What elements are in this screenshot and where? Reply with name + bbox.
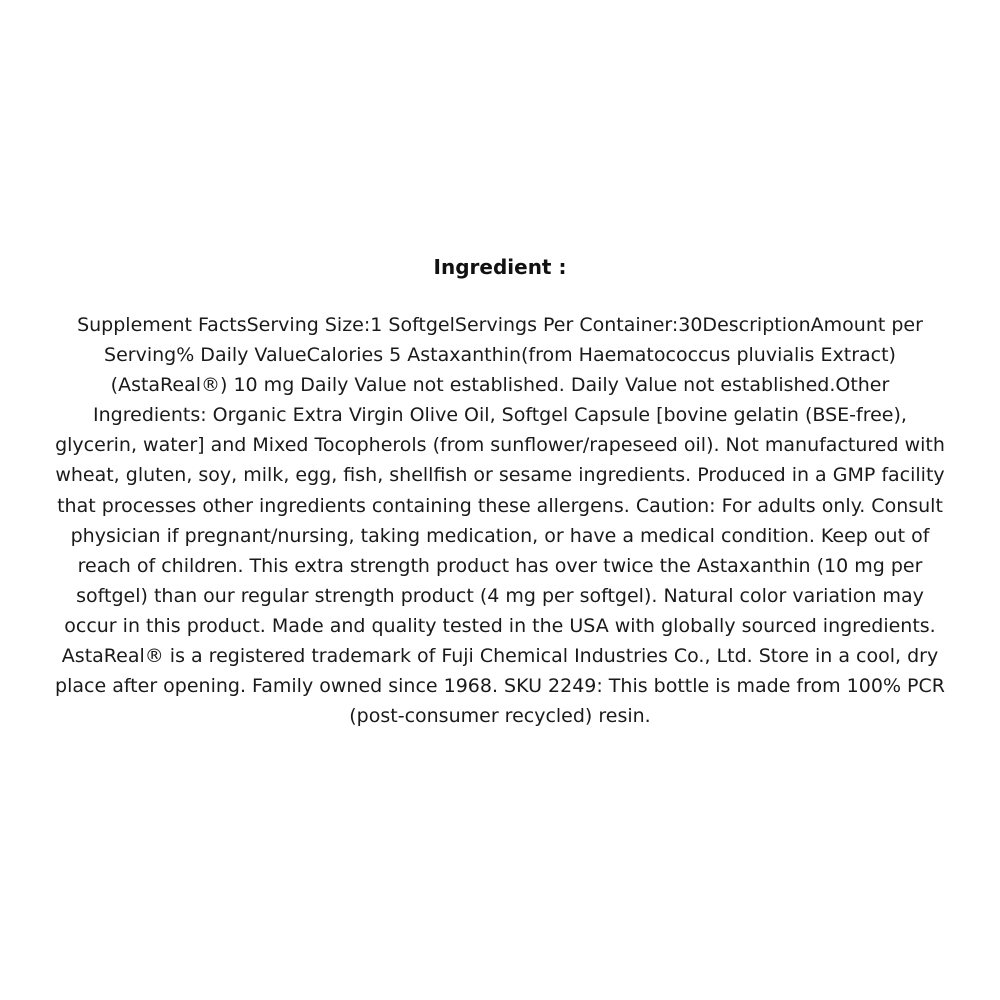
ingredient-heading: Ingredient :: [433, 255, 567, 279]
ingredient-description: Supplement FactsServing Size:1 SoftgelServings Per Container:30DescriptionAmount per Serving% Daily ValueCalories 5 Astaxanthin(from Haematococcus pluvialis Extract) (AstaReal®) 10 mg Daily Value not established. Daily Value not established.Other Ingredients: Organic Extra Virgin Olive Oil, Softgel Capsule [bovine gelatin (BSE-free), glycerin, water] and Mixed Tocopherols (from sunflower/rapeseed oil). Not manufactured with wheat, gluten, soy, milk, egg, fish, shellfish or sesame ingredients. Produced in a GMP facility that processes other ingredients containing these allergens. Caution: For adults only. Consult physician if pregnant/nursing, taking medication, or have a medical condition. Keep out of reach of children. This extra strength product has over twice the Astaxanthin (10 mg per softgel) than our regular strength product (4 mg per softgel). Natural color variation may occur in this product. Made and quality tested in the USA with globally sourced ingredients. AstaReal® is a registered trademark of Fuji Chemical Industries Co., Ltd. Store in a cool, dry place after opening. Family owned since 1968. SKU 2249: This bottle is made from 100% PCR (post-consumer recycled) resin.: [55, 314, 945, 728]
